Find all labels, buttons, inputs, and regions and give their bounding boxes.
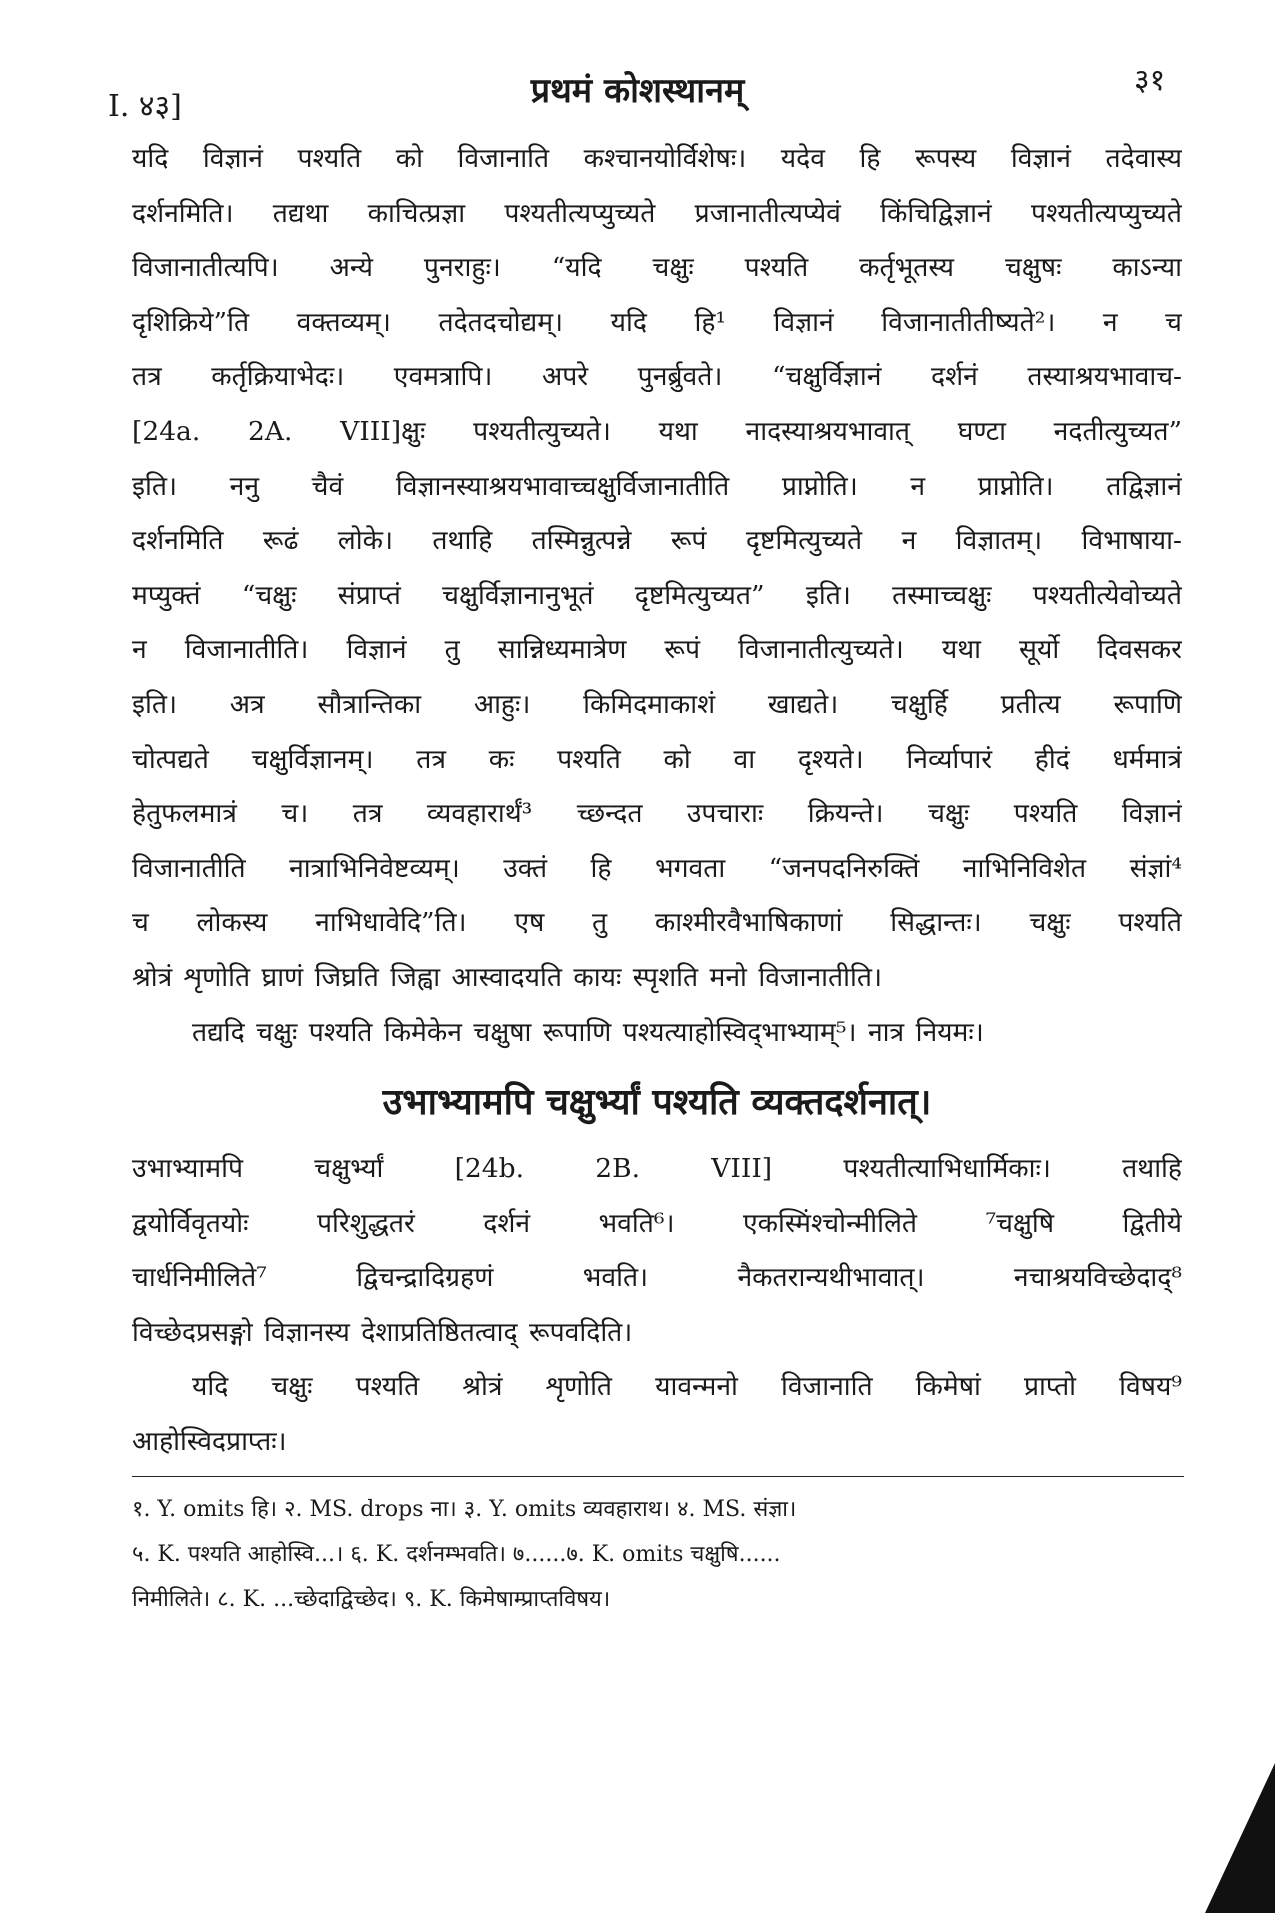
text-line: इति। अत्र सौत्रान्तिका आहुः। किमिदमाकाशं खाद्यते। चक्षुर्हि प्रतीत्य रूपाणि — [132, 688, 1182, 720]
text-line: आहोस्विदप्राप्तः। — [132, 1426, 287, 1458]
paragraph-commentary-3 — [132, 1360, 1182, 1469]
footnote-line: १. Y. omits हि। २. MS. drops ना। ३. Y. omits व्यवहाराथ। ४. MS. संज्ञा। — [132, 1496, 797, 1522]
page-body — [132, 132, 1182, 1622]
text-line: च लोकस्य नाभिधावेदि”ति। एष तु काश्मीरवैभाषिकाणां सिद्धान्तः। चक्षुः पश्यति — [132, 907, 1182, 939]
text-line: उभाभ्यामपि चक्षुर्भ्यां [24b. 2B. VIII] पश्यतीत्याभिधार्मिकाः। तथाहि — [132, 1153, 1182, 1185]
text-line: यदि चक्षुः पश्यति श्रोत्रं शृणोति यावन्मनो विजानाति किमेषां प्राप्तो विषय⁹ — [192, 1371, 1182, 1403]
text-line: [24a. 2A. VIII]क्षुः पश्यतीत्युच्यते। यथा नादस्याश्रयभावात् घण्टा नदतीत्युच्यत” — [132, 415, 1182, 447]
text-line: मप्युक्तं “चक्षुः संप्राप्तं चक्षुर्विज्ञानानुभूतं दृष्टमित्युच्यत” इति। तस्माच्चक्षुः पश्यतीत्येवोच्यते — [132, 579, 1182, 611]
text-line: चोत्पद्यते चक्षुर्विज्ञानम्। तत्र कः पश्यति को वा दृश्यते। निर्व्यापारं हीदं धर्ममात्रं — [132, 743, 1182, 775]
text-line: विच्छेदप्रसङ्गो विज्ञानस्य देशाप्रतिष्ठितत्वाद् रूपवदिति। — [132, 1316, 633, 1348]
footnotes — [132, 1487, 1182, 1622]
text-line: विजानातीत्यपि। अन्ये पुनराहुः। “यदि चक्षुः पश्यति कर्तृभूतस्य चक्षुषः काऽन्या — [132, 252, 1182, 284]
page-corner-shadow — [1205, 1763, 1275, 1913]
text-line: इति। ननु चैवं विज्ञानस्याश्रयभावाच्चक्षुर्विजानातीति प्राप्नोति। न प्राप्नोति। तद्विज्ञानं — [132, 470, 1182, 502]
text-line: श्रोत्रं शृणोति घ्राणं जिघ्रति जिह्वा आस्वादयति कायः स्पृशति मनो विजानातीति। — [132, 961, 883, 993]
text-line: तत्र कर्तृक्रियाभेदः। एवमत्रापि। अपरे पुनर्ब्रुवते। “चक्षुर्विज्ञानं दर्शनं तस्याश्रयभावाच- — [132, 361, 1182, 393]
footnote-line: निमीलिते। ८. K. ...च्छेदाद्विच्छेद। ९. K. किमेषाम्प्राप्तविषय। — [132, 1586, 611, 1612]
karika-verse: उभाभ्यामपि चक्षुर्भ्यां पश्यति व्यक्तदर्शनात्। — [382, 1081, 932, 1124]
text-line: न विजानातीति। विज्ञानं तु सान्निध्यमात्रेण रूपं विजानातीत्युच्यते। यथा सूर्यो दिवसकर — [132, 634, 1182, 666]
text-line: दृशिक्रिये”ति वक्तव्यम्। तदेतदचोद्यम्। यदि हि¹ विज्ञानं विजानातीतीष्यते²। न च — [132, 306, 1182, 338]
text-line: दर्शनमिति। तद्यथा काचित्प्रज्ञा पश्यतीत्यप्युच्यते प्रजानातीत्यप्येवं किंचिद्विज्ञानं पश्यतीत्यप्युच्यते — [132, 197, 1182, 229]
paragraph-commentary-1 — [132, 132, 1182, 1006]
section-reference: I. ४३] — [108, 89, 182, 124]
footnote-line: ५. K. पश्यति आहोस्वि...। ६. K. दर्शनम्भवति। ७......७. K. omits चक्षुषि...... — [132, 1541, 781, 1567]
text-line: यदि विज्ञानं पश्यति को विजानाति कश्चानयोर्विशेषः। यदेव हि रूपस्य विज्ञानं तदेवास्य — [132, 143, 1182, 174]
text-line: दर्शनमिति रूढं लोके। तथाहि तस्मिन्नुत्पन्ने रूपं दृष्टमित्युच्यते न विज्ञातम्। विभाषाया- — [132, 525, 1182, 557]
page-number: ३१ — [1134, 63, 1166, 98]
running-title: प्रथमं कोशस्थानम् — [530, 71, 745, 111]
text-line: द्वयोर्विवृतयोः परिशुद्धतरं दर्शनं भवति⁶। एकस्मिंश्चोन्मीलिते ⁷चक्षुषि द्वितीये — [132, 1207, 1182, 1239]
text-line: हेतुफलमात्रं च। तत्र व्यवहारार्थं³ च्छन्दत उपचाराः क्रियन्ते। चक्षुः पश्यति विज्ञानं — [132, 798, 1182, 830]
text-line: विजानातीति नात्राभिनिवेष्टव्यम्। उक्तं हि भगवता “जनपदनिरुक्तिं नाभिनिविशेत संज्ञां⁴ — [132, 852, 1182, 884]
text-line: चार्धनिमीलिते⁷ द्विचन्द्रादिग्रहणं भवति। नैकतरान्यथीभावात्। नचाश्रयविच्छेदाद्⁸ — [132, 1262, 1182, 1294]
footnote-divider — [132, 1476, 1184, 1477]
paragraph-question: तद्यदि चक्षुः पश्यति किमेकेन चक्षुषा रूपाणि पश्यत्याहोस्विद्‌भाभ्याम्⁵। नात्र नियमः। — [192, 1016, 984, 1048]
paragraph-commentary-2 — [132, 1142, 1182, 1360]
